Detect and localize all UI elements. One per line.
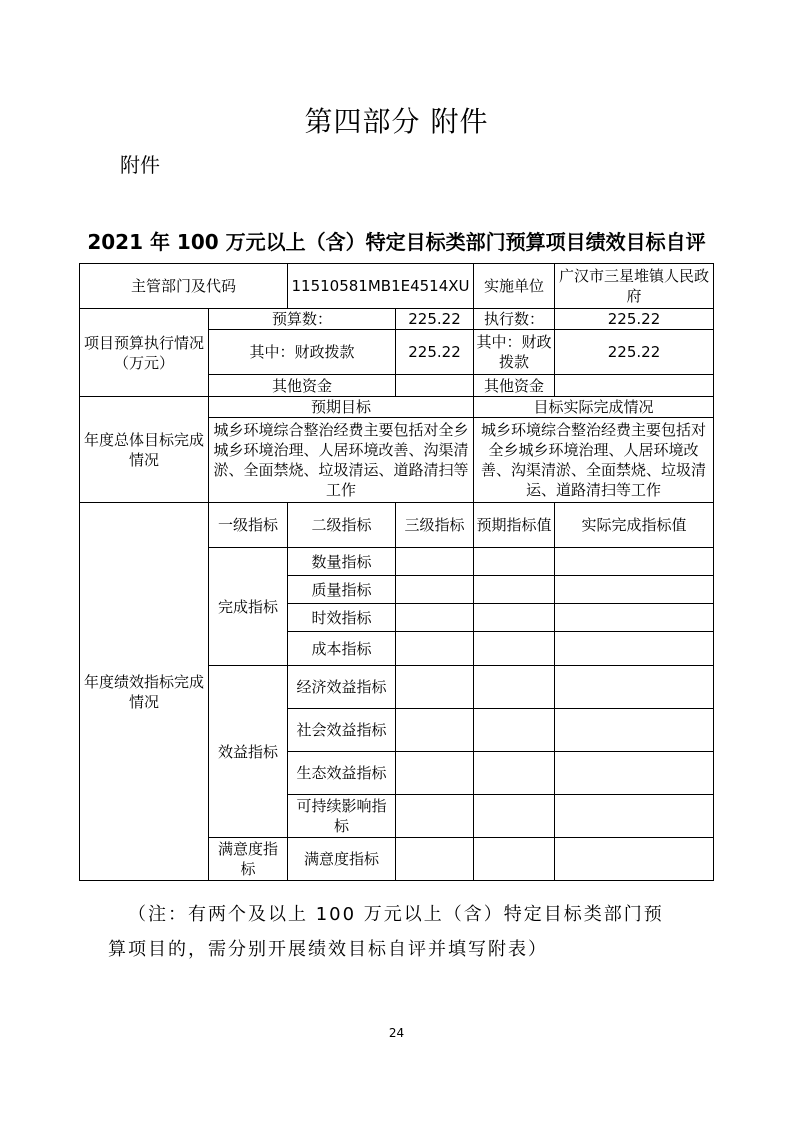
indicator-row: 时效指标 — [288, 604, 396, 632]
empty-cell — [474, 838, 555, 881]
indicator-row: 经济效益指标 — [288, 666, 396, 709]
empty-cell — [396, 632, 474, 666]
note-line-1: （注：有两个及以上 100 万元以上（含）特定目标类部门预 — [128, 904, 664, 925]
dept-code: 11510581MB1E4514XU — [288, 264, 474, 309]
benefit-label: 效益指标 — [209, 666, 288, 838]
col-expected: 预期指标值 — [474, 503, 555, 548]
other-funds-label: 其他资金 — [209, 375, 396, 397]
empty-cell — [555, 795, 714, 838]
perf-label: 年度绩效指标完成情况 — [80, 503, 209, 881]
other-funds-label-2: 其他资金 — [474, 375, 555, 397]
empty-cell — [474, 709, 555, 752]
empty-cell — [555, 632, 714, 666]
col-level2: 二级指标 — [288, 503, 396, 548]
empty-cell — [474, 576, 555, 604]
indicator-row: 成本指标 — [288, 632, 396, 666]
fiscal-budget: 225.22 — [396, 330, 474, 375]
expected-goal-header: 预期目标 — [209, 397, 474, 418]
performance-table — [79, 263, 714, 881]
empty-cell — [474, 548, 555, 576]
col-level3: 三级指标 — [396, 503, 474, 548]
empty-cell — [396, 666, 474, 709]
empty-cell — [555, 709, 714, 752]
indicator-row: 数量指标 — [288, 548, 396, 576]
satisfaction-label: 满意度指标 — [209, 838, 288, 881]
empty-cell — [555, 548, 714, 576]
goal-label: 年度总体目标完成情况 — [80, 397, 209, 503]
indicator-row: 社会效益指标 — [288, 709, 396, 752]
empty-cell — [555, 666, 714, 709]
fiscal-label-2: 其中：财政拨款 — [474, 330, 555, 375]
empty-cell — [474, 632, 555, 666]
empty-cell — [474, 795, 555, 838]
indicator-row: 生态效益指标 — [288, 752, 396, 795]
empty-cell — [396, 576, 474, 604]
expected-goal-text: 城乡环境综合整治经费主要包括对全乡城乡环境治理、人居环境改善、沟渠清淤、全面禁烧、垃圾清运、道路清扫等工作 — [209, 418, 474, 503]
actual-goal-header: 目标实际完成情况 — [474, 397, 714, 418]
actual-goal-text: 城乡环境综合整治经费主要包括对全乡城乡环境治理、人居环境改善、沟渠清淤、全面禁烧、垃圾清运、道路清扫等工作 — [474, 418, 714, 503]
dept-label: 主管部门及代码 — [80, 264, 288, 309]
budget-num-label: 预算数： — [209, 309, 396, 330]
budget-label: 项目预算执行情况（万元） — [80, 309, 209, 397]
exec-num-label: 执行数： — [474, 309, 555, 330]
empty-cell — [474, 752, 555, 795]
other-funds-exec — [555, 375, 714, 397]
empty-cell — [555, 576, 714, 604]
empty-cell — [474, 604, 555, 632]
empty-cell — [396, 548, 474, 576]
empty-cell — [474, 666, 555, 709]
empty-cell — [555, 838, 714, 881]
col-level1: 一级指标 — [209, 503, 288, 548]
other-funds-budget — [396, 375, 474, 397]
empty-cell — [396, 752, 474, 795]
page-number: 24 — [388, 1026, 405, 1040]
indicator-row: 满意度指标 — [288, 838, 396, 881]
fiscal-label: 其中：财政拨款 — [209, 330, 396, 375]
exec-num: 225.22 — [555, 309, 714, 330]
table-title: 2021 年 100 万元以上（含）特定目标类部门预算项目绩效目标自评 — [87, 230, 706, 254]
empty-cell — [396, 709, 474, 752]
empty-cell — [555, 604, 714, 632]
budget-num: 225.22 — [396, 309, 474, 330]
empty-cell — [396, 795, 474, 838]
indicator-row: 可持续影响指标 — [288, 795, 396, 838]
indicator-row: 质量指标 — [288, 576, 396, 604]
completion-label: 完成指标 — [209, 548, 288, 666]
attachment-label: 附件 — [120, 153, 160, 177]
col-actual: 实际完成指标值 — [555, 503, 714, 548]
impl-label: 实施单位 — [474, 264, 555, 309]
page-title: 第四部分 附件 — [304, 105, 489, 138]
fiscal-exec: 225.22 — [555, 330, 714, 375]
note-line-2: 算项目的，需分别开展绩效目标自评并填写附表） — [108, 939, 548, 960]
empty-cell — [555, 752, 714, 795]
empty-cell — [396, 838, 474, 881]
empty-cell — [396, 604, 474, 632]
impl-value: 广汉市三星堆镇人民政府 — [555, 264, 714, 309]
